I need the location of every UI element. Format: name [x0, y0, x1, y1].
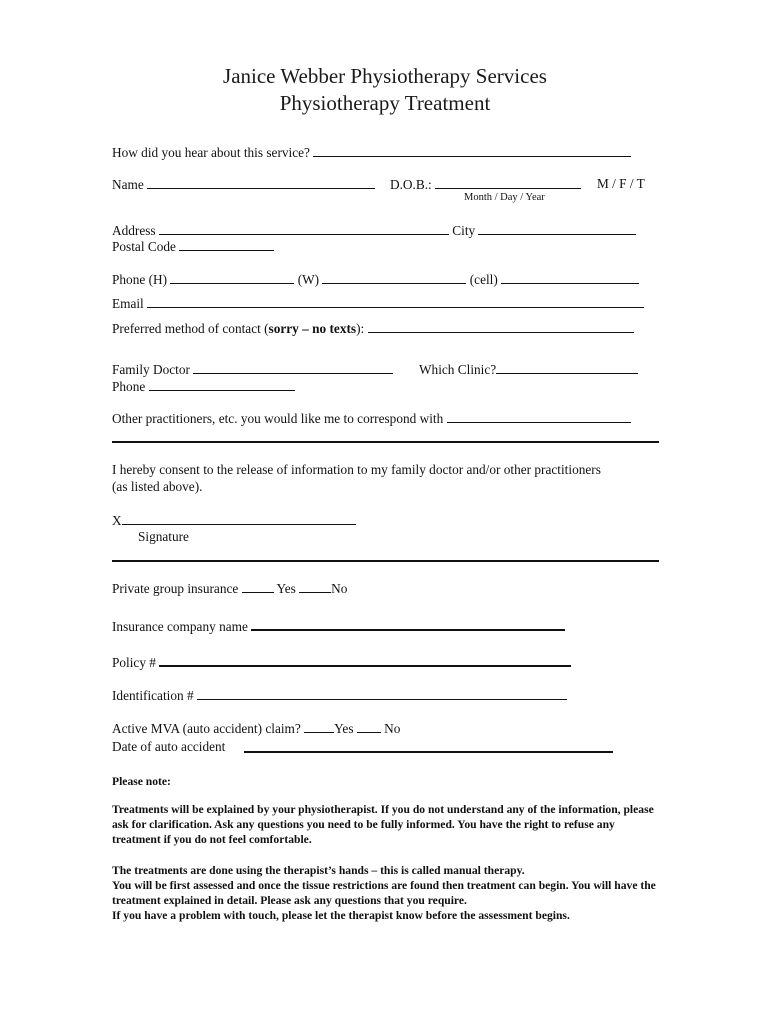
insurance-no-field[interactable]	[299, 580, 331, 593]
section-divider	[112, 560, 659, 562]
mva-yes-field[interactable]	[304, 720, 334, 733]
name-label: Name	[112, 177, 144, 192]
clinic-label: Which Clinic?	[419, 362, 497, 377]
phone-cell-label: (cell)	[469, 272, 498, 287]
policy-label: Policy #	[112, 655, 156, 670]
email-row	[112, 295, 644, 312]
phone-h-field[interactable]	[170, 271, 294, 284]
consent-line2: (as listed above).	[112, 479, 203, 494]
city-field[interactable]	[478, 222, 636, 235]
name-field[interactable]	[147, 176, 375, 189]
phone-w-label: (W)	[297, 272, 320, 287]
identification-field[interactable]	[197, 687, 567, 700]
signature-row	[112, 512, 356, 529]
private-insurance-row	[112, 580, 347, 597]
doctor-row	[112, 361, 393, 378]
policy-row	[112, 653, 571, 671]
company-row	[112, 617, 565, 635]
address-row	[112, 222, 636, 239]
dob-hint: Month / Day / Year	[464, 192, 545, 203]
policy-field[interactable]	[159, 653, 571, 667]
phone-h-label: Phone (H)	[112, 272, 168, 287]
section-divider	[112, 441, 659, 443]
accident-date-label: Date of auto accident	[112, 739, 226, 754]
phone-row	[112, 271, 639, 288]
notes-heading: Please note:	[112, 775, 171, 788]
clinic-row	[419, 361, 638, 378]
phone-w-field[interactable]	[322, 271, 466, 284]
dob-label: D.O.B.:	[390, 177, 432, 192]
clinic-field[interactable]	[496, 361, 638, 374]
city-label: City	[452, 223, 476, 238]
signature-field[interactable]	[122, 512, 356, 525]
doctor-field[interactable]	[193, 361, 393, 374]
other-row	[112, 410, 631, 427]
insurance-no-label: No	[331, 581, 348, 596]
notes-line: The treatments are done using the therapist’s hands – this is called manual therapy.	[112, 864, 525, 877]
email-label: Email	[112, 296, 144, 311]
contact-field[interactable]	[368, 320, 634, 333]
private-insurance-label: Private group insurance	[112, 581, 239, 596]
sex-options[interactable]: M / F / T	[597, 176, 645, 191]
hear-row	[112, 144, 631, 161]
company-field[interactable]	[251, 617, 565, 631]
identification-label: Identification #	[112, 688, 194, 703]
insurance-yes-label: Yes	[276, 581, 296, 596]
contact-label-end: ):	[356, 321, 365, 336]
notes-paragraph-2	[112, 863, 660, 923]
doctor-phone-label: Phone	[112, 379, 146, 394]
doctor-phone-row	[112, 378, 295, 395]
form-title: Janice Webber Physiotherapy Services	[223, 64, 547, 88]
mva-no-field[interactable]	[357, 720, 381, 733]
form-subtitle: Physiotherapy Treatment	[279, 91, 491, 115]
email-field[interactable]	[147, 295, 644, 308]
contact-label: Preferred method of contact (	[112, 321, 269, 336]
insurance-yes-field[interactable]	[242, 580, 274, 593]
phone-cell-field[interactable]	[501, 271, 639, 284]
notes-paragraph-1: Treatments will be explained by your physiotherapist. If you do not understand any of the information, please ask for clarification. Ask any questions you need to be fully informed. You have the right to refuse any treatment if you do not feel comfortable.	[112, 803, 654, 846]
name-row	[112, 176, 375, 193]
hear-label: How did you hear about this service?	[112, 145, 310, 160]
company-label: Insurance company name	[112, 619, 248, 634]
hear-field[interactable]	[313, 144, 631, 157]
address-field[interactable]	[159, 222, 449, 235]
mva-label: Active MVA (auto accident) claim?	[112, 721, 301, 736]
contact-row	[112, 320, 634, 337]
notes-line: If you have a problem with touch, please let the therapist know before the assessment begins.	[112, 909, 570, 922]
other-label: Other practitioners, etc. you would like me to correspond with	[112, 411, 444, 426]
consent-line1: I hereby consent to the release of information to my family doctor and/or other practitioners	[112, 462, 601, 477]
mva-no-label: No	[384, 721, 401, 736]
doctor-label: Family Doctor	[112, 362, 190, 377]
accident-date-row	[112, 739, 225, 755]
postal-row	[112, 238, 274, 255]
address-label: Address	[112, 223, 156, 238]
dob-field[interactable]	[435, 176, 581, 189]
x-mark: X	[112, 513, 122, 528]
other-field[interactable]	[447, 410, 631, 423]
mva-row	[112, 720, 400, 737]
doctor-phone-field[interactable]	[149, 378, 295, 391]
accident-date-field[interactable]	[244, 751, 613, 753]
dob-row	[390, 176, 581, 193]
identification-row	[112, 687, 567, 704]
postal-field[interactable]	[179, 238, 274, 251]
mva-yes-label: Yes	[334, 721, 354, 736]
signature-label: Signature	[138, 529, 189, 544]
contact-note: sorry – no texts	[268, 321, 357, 336]
postal-label: Postal Code	[112, 239, 176, 254]
notes-line: You will be first assessed and once the tissue restrictions are found then treatment can begin. You will have the treatment explained in detail. Please ask any questions that you require.	[112, 879, 656, 907]
